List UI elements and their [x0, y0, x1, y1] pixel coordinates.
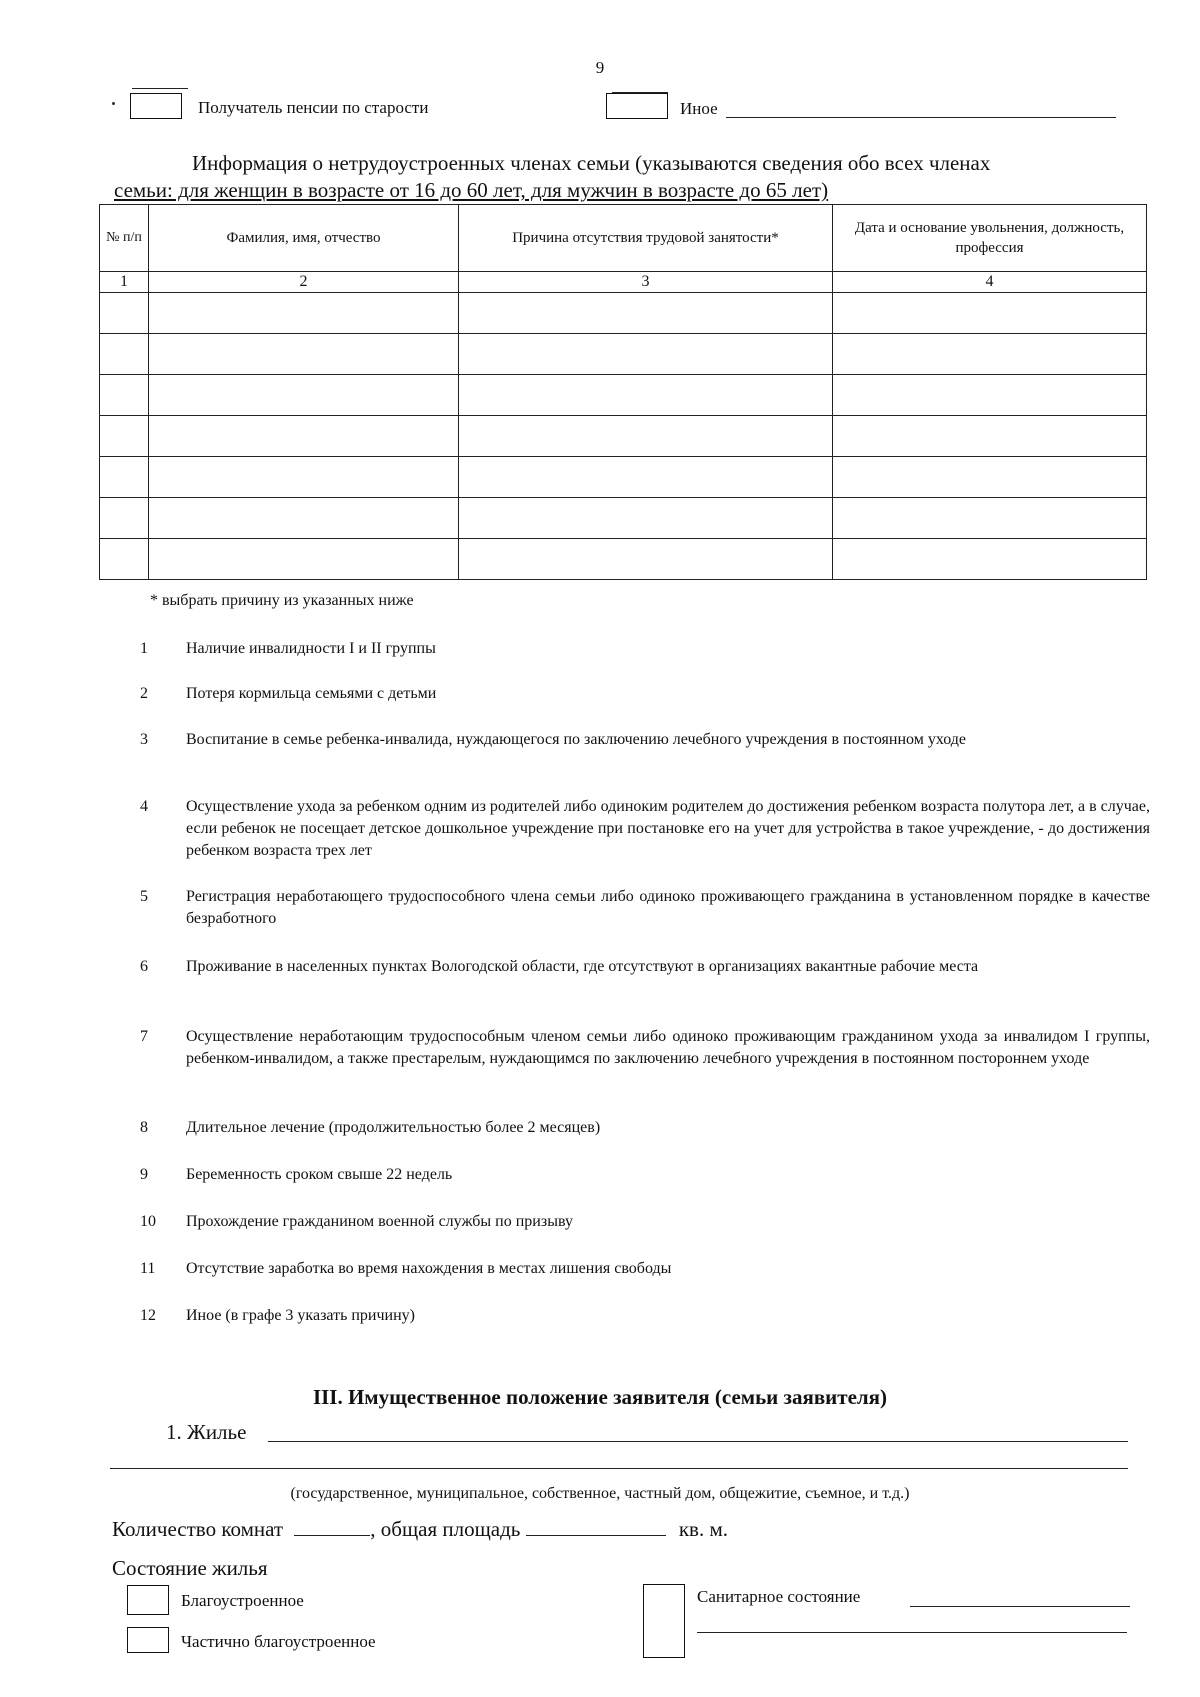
table-row [100, 498, 1147, 539]
reason-text: Потеря кормильца семьями с детьми [186, 685, 437, 702]
sanitary-checkbox[interactable] [643, 1584, 685, 1658]
page-number: 9 [595, 58, 605, 77]
table-cell[interactable] [100, 457, 149, 498]
section-intro [114, 150, 1144, 204]
partially-comfortable-label: Частично благоустроенное [181, 1632, 376, 1651]
rooms-label: Количество комнат [112, 1517, 284, 1541]
list-item [140, 1211, 1150, 1233]
reason-number: 12 [140, 1307, 156, 1324]
reason-number: 3 [140, 731, 148, 748]
table-cell[interactable] [459, 416, 833, 457]
table-cell[interactable] [459, 334, 833, 375]
pension-checkbox[interactable] [130, 93, 182, 119]
comfortable-checkbox[interactable] [127, 1585, 169, 1615]
table-cell[interactable] [100, 416, 149, 457]
table-row [100, 293, 1147, 334]
divider [132, 88, 188, 89]
reason-number: 4 [140, 798, 148, 815]
reason-text: Проживание в населенных пунктах Вологодской области, где отсутствуют в организациях вакантные рабочие места [186, 958, 979, 975]
comfortable-label: Благоустроенное [181, 1591, 304, 1610]
sanitary-label: Санитарное состояние [697, 1587, 861, 1606]
reason-number: 10 [140, 1213, 156, 1230]
table-cell[interactable] [459, 539, 833, 580]
other-fill-line[interactable] [726, 117, 1116, 118]
reason-number: 11 [140, 1260, 156, 1277]
intro-line-2: семьи: для женщин в возрасте от 16 до 60 лет, для мужчин в возрасте до 65 лет) [114, 178, 829, 202]
table-cell[interactable] [149, 457, 459, 498]
table-cell[interactable] [149, 375, 459, 416]
table-cell[interactable] [100, 375, 149, 416]
reason-number: 6 [140, 958, 148, 975]
list-item [140, 683, 1150, 705]
reason-text: Регистрация неработающего трудоспособного члена семьи либо одиноко проживающего гражданина в установленном порядке в качестве безработного [186, 888, 1150, 927]
reason-number: 7 [140, 1028, 148, 1045]
table-row [100, 375, 1147, 416]
header-dismissal: Дата и основание увольнения, должность, профессия [833, 205, 1147, 272]
table-cell[interactable] [459, 293, 833, 334]
table-row [100, 457, 1147, 498]
reason-text: Осуществление неработающим трудоспособным членом семьи либо одиноко проживающим гражданином ухода за инвалидом I группы, ребенком-инвалидом, а также престарелым, нуждающимся по заключению лечебного учреждения в постоянном постороннем уходе [186, 1028, 1150, 1067]
intro-line-1: Информация о нетрудоустроенных членах семьи (указываются сведения обо всех членах [192, 151, 991, 175]
table-cell[interactable] [100, 498, 149, 539]
table-cell[interactable] [100, 334, 149, 375]
housing-fill-line-2[interactable] [110, 1468, 1128, 1469]
table-cell[interactable] [833, 416, 1147, 457]
housing-label: 1. Жилье [166, 1420, 247, 1444]
reason-number: 2 [140, 685, 148, 702]
table-cell[interactable] [149, 293, 459, 334]
reason-text: Длительное лечение (продолжительностью более 2 месяцев) [186, 1119, 601, 1136]
table-cell[interactable] [833, 293, 1147, 334]
header-name: Фамилия, имя, отчество [149, 205, 459, 272]
table-cell[interactable] [149, 334, 459, 375]
table-cell[interactable] [833, 334, 1147, 375]
table-cell[interactable] [459, 498, 833, 539]
pension-label: Получатель пенсии по старости [198, 98, 429, 117]
footnote: * выбрать причину из указанных ниже [150, 592, 414, 609]
housing-fill-line[interactable] [268, 1441, 1128, 1442]
reason-text: Беременность сроком свыше 22 недель [186, 1166, 453, 1183]
table-cell[interactable] [459, 457, 833, 498]
col-number-4: 4 [833, 272, 1147, 293]
reason-number: 5 [140, 888, 148, 905]
scan-dot [112, 102, 115, 105]
header-number: № п/п [100, 205, 149, 272]
list-item [140, 1305, 1150, 1327]
area-label: , общая площадь [370, 1517, 521, 1541]
rooms-row [112, 1517, 728, 1542]
housing-state-title: Состояние жилья [112, 1556, 268, 1580]
area-unit: кв. м. [678, 1517, 729, 1541]
table-row [100, 334, 1147, 375]
table-row [100, 539, 1147, 580]
area-blank[interactable] [526, 1534, 666, 1536]
rooms-blank[interactable] [294, 1534, 370, 1536]
column-number-row [100, 272, 1147, 293]
col-number-3: 3 [459, 272, 833, 293]
table-cell[interactable] [833, 539, 1147, 580]
table-header-row [100, 205, 1147, 272]
list-item [140, 796, 1150, 862]
col-number-2: 2 [149, 272, 459, 293]
list-item [140, 1117, 1150, 1139]
reason-number: 9 [140, 1166, 148, 1183]
list-item [140, 1164, 1150, 1186]
other-label: Иное [680, 99, 718, 118]
other-checkbox[interactable] [606, 93, 668, 119]
table-cell[interactable] [100, 293, 149, 334]
col-number-1: 1 [100, 272, 149, 293]
reason-text: Наличие инвалидности I и II группы [186, 640, 436, 657]
reason-number: 1 [140, 640, 148, 657]
list-item [140, 1026, 1150, 1070]
unemployed-members-table [99, 204, 1147, 580]
reason-text: Осуществление ухода за ребенком одним из родителей либо одиноким родителем до достижения ребенком возраста полутора лет, а в случае, если ребенок не посещает детское дошкольное учреждение при постановке его на учет для устройства в такое учреждение, - до достижения ребенком возраста трех лет [186, 798, 1150, 859]
table-cell[interactable] [833, 498, 1147, 539]
section-title: III. Имущественное положение заявителя (семьи заявителя) [312, 1385, 888, 1409]
housing-hint: (государственное, муниципальное, собственное, частный дом, общежитие, съемное, и т.д.) [290, 1485, 910, 1502]
table-cell[interactable] [833, 457, 1147, 498]
partially-comfortable-checkbox[interactable] [127, 1627, 169, 1653]
reason-number: 8 [140, 1119, 148, 1136]
list-item [140, 1258, 1150, 1280]
list-item [140, 729, 1150, 751]
reason-text: Отсутствие заработка во время нахождения в местах лишения свободы [186, 1260, 672, 1277]
reason-text: Прохождение гражданином военной службы по призыву [186, 1213, 573, 1230]
table-cell[interactable] [149, 539, 459, 580]
table-cell[interactable] [149, 416, 459, 457]
sanitary-fill-line-2[interactable] [697, 1632, 1127, 1633]
list-item [140, 886, 1150, 930]
table-cell[interactable] [149, 498, 459, 539]
reason-text: Иное (в графе 3 указать причину) [186, 1307, 415, 1324]
list-item [140, 638, 1150, 660]
header-reason: Причина отсутствия трудовой занятости* [459, 205, 833, 272]
sanitary-fill-line[interactable] [910, 1606, 1130, 1607]
table-cell[interactable] [100, 539, 149, 580]
reason-text: Воспитание в семье ребенка-инвалида, нуждающегося по заключению лечебного учреждения в постоянном уходе [186, 731, 967, 748]
list-item [140, 956, 1150, 978]
table-row [100, 416, 1147, 457]
table-cell[interactable] [833, 375, 1147, 416]
table-cell[interactable] [459, 375, 833, 416]
